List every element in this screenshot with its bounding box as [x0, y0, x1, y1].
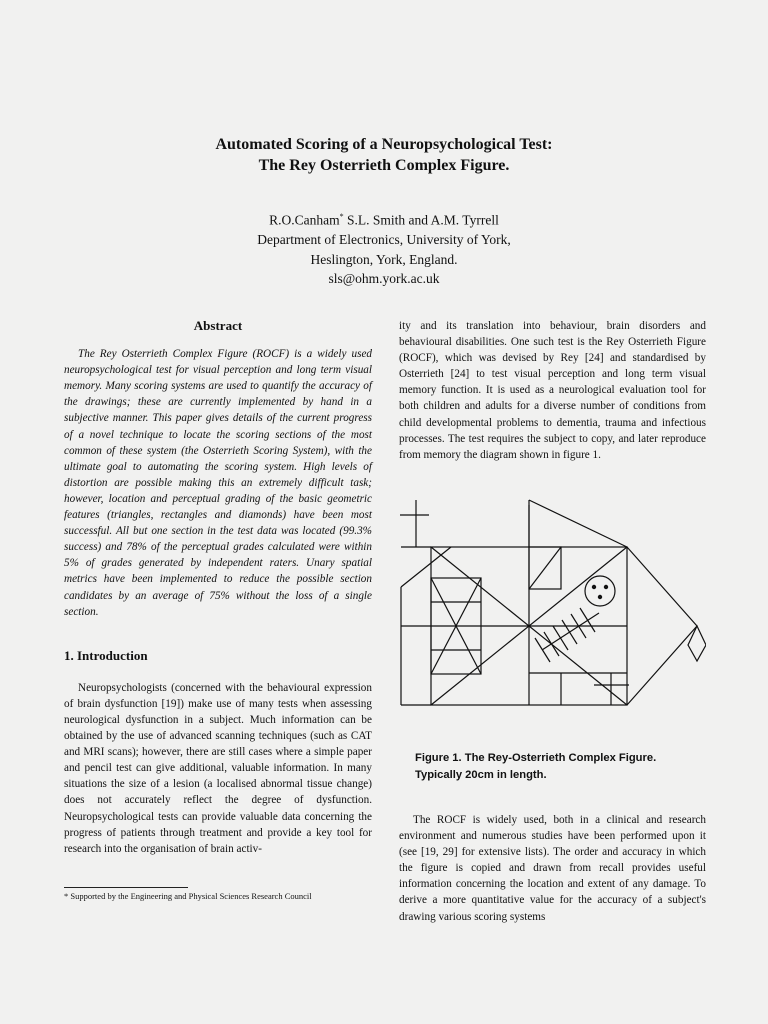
rey-osterrieth-figure: [399, 495, 706, 717]
hatch-6: [580, 608, 595, 632]
top-triangle-left: [529, 500, 627, 547]
hatch-4: [562, 620, 577, 644]
footnote-mark: *: [64, 891, 69, 901]
hatch-spine: [542, 613, 599, 650]
footnote-text: Supported by the Engineering and Physical Sciences Research Council: [70, 891, 312, 901]
author-names: R.O.Canham* S.L. Smith and A.M. Tyrrell: [269, 212, 499, 228]
author-email: sls@ohm.york.ac.uk: [328, 271, 440, 286]
introduction-paragraph-1-continued: ity and its translation into behaviour, brain disorders and behavioural disabilities. One such test is the Rey Osterrieth Figure (ROCF), which was devised by Rey [24] and standardised by Osterrieth [24] to test visual perception and long term visual memory function. It is used as a neurological evaluation tool for both children and adults for a diverse number of conditions from child developmental problems to dementia, trauma and infectious processes. The test requires the subject to copy, and later reproduce from memory the diagram shown in figure 1.: [399, 320, 706, 461]
figure-caption-line-2: Typically 20cm in length.: [415, 768, 547, 781]
introduction-heading: 1. Introduction: [64, 647, 148, 663]
right-column-bottom: [399, 812, 706, 925]
hatch-2: [544, 632, 559, 656]
title-line-2: The Rey Osterrieth Complex Figure.: [258, 157, 510, 174]
abstract-text: The Rey Osterrieth Complex Figure (ROCF) is a widely used neuropsychological test for visual perception and long term visual memory. Many scoring systems are used to quantify the accuracy of the drawings; these are currently implemented by hand in a subjective manner. This paper gives details of the current progress of a novel technique to locate the scoring sections of the most common of these system (the Osterrieth Scoring System), with the ultimate goal to automating the scoring system. High levels of distortion are possible making this an extremely difficult task; however, location and perceptual grading of the basic geometric features (triangles, rectangles and diamonds) have been most successful. All but one section in the test data was located (99.3% success) and 78% of the perceptual grades calculated were within 5% of grades generated by independent raters. Unary spatial metrics have been implemented to reduce the possible section candidates by an average of 75% without the loss of a single section.: [64, 348, 372, 618]
right-triangle: [627, 547, 697, 705]
paper-title: [0, 134, 768, 176]
dot-3: [598, 595, 602, 599]
figure-caption: [415, 750, 706, 783]
introduction-paragraph-1: Neuropsychologists (concerned with the behavioural expression of brain dysfunction [19]) make use of many tests when assessing neurological dysfunction in a subject. Much information can be obtained by the use of advanced scanning techniques (such as CAT and MRI scans); however, there are still cases where a simple paper and pencil test can give additional, valuable information. In many situations the size of a lesion (a localised abnormal tissue change) does not accurately reflect the degree of dysfunction. Neuropsychological tests can provide valuable data concerning the progress of patients through treatment and provide a key tool for research into the organisation of brain activ-: [64, 681, 372, 855]
author-department: Department of Electronics, University of York,: [257, 232, 511, 247]
footnote: [64, 887, 372, 903]
footnote-marker: *: [339, 212, 344, 221]
circle-with-dots: [585, 576, 615, 606]
left-column: [64, 318, 372, 857]
footnote-rule: [64, 887, 188, 888]
right-diamond: [688, 626, 706, 661]
right-column-top: [399, 318, 706, 463]
author-address: Heslington, York, England.: [310, 251, 458, 267]
author-block: [0, 207, 768, 289]
title-line-1: Automated Scoring of a Neuropsychological Test:: [215, 136, 553, 153]
dot-2: [604, 585, 608, 589]
upper-box-diagonal: [529, 547, 561, 589]
abstract-heading: Abstract: [193, 318, 243, 333]
figure-caption-line-1: Figure 1. The Rey-Osterrieth Complex Figure.: [415, 752, 657, 764]
dot-1: [592, 585, 596, 589]
left-triangle-upper: [401, 547, 451, 587]
introduction-paragraph-2: The ROCF is widely used, both in a clinical and research environment and numerous studies have been performed upon it (see [19, 29] for extensive lists). The order and accuracy in which the figure is copied and drawn from recall provides useful information concerning the location and extent of any damage. To derive a more quantitative value for the accuracy of a subject's drawing various scoring systems: [399, 814, 706, 923]
